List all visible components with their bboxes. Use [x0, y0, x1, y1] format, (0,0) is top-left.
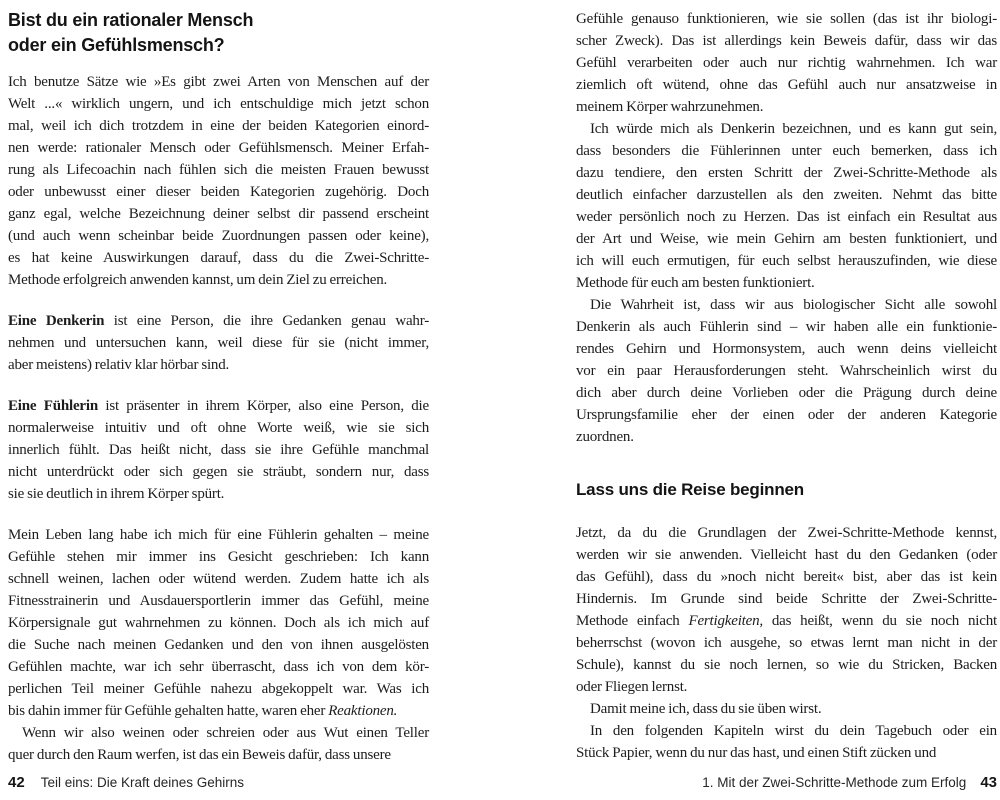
text-line: innerlich fühlt. Das heißt nicht, dass sie ihre Gefühle manchmal [8, 442, 429, 458]
heading-line: Bist du ein rationaler Mensch [8, 10, 254, 30]
text-line: Die Wahrheit ist, dass wir aus biologischer Sicht alle sowohl [590, 297, 997, 313]
text-line: bis dahin immer für Gefühle gehalten hatte, waren eher Reaktionen. [8, 703, 398, 719]
text-line: nehmen und untersuchen kann, weil diese für sie (nicht immer, [8, 335, 429, 351]
text-line: beherrschst (wovon ich ausgehe, so etwas lernt man nicht in der [576, 635, 997, 651]
paragraph [8, 310, 429, 376]
text-line: Damit meine ich, dass du sie üben wirst. [590, 701, 822, 717]
text-line: Jetzt, da du die Grundlagen der Zwei-Schritte-Methode kennst, [576, 525, 997, 541]
left-page-body [8, 8, 429, 766]
paragraph [576, 8, 997, 118]
text-line: Gefühle stehen mir immer ins Gesicht geschrieben: Ich kann [8, 549, 429, 565]
heading-line: oder ein Gefühlsmensch? [8, 35, 225, 55]
running-title: Teil eins: Die Kraft deines Gehirns [40, 775, 245, 790]
right-page [576, 8, 997, 792]
text-line: dass besonders die Fühlerinnen unter euch bemerken, dass ich [576, 143, 997, 159]
text-line: Stück Papier, wenn du nur das hast, und einen Stift zücken und [576, 745, 937, 761]
text-line: aber meistens) relativ klar hörbar sind. [8, 357, 230, 373]
paragraph [576, 522, 997, 698]
text-line: scher Zweck). Das ist allerdings kein Beweis dafür, dass wir das [576, 33, 997, 49]
page-number: 43 [980, 774, 997, 791]
text-line: ziemlich oft wütend, ohne das Gefühl auch nur ansatzweise in [576, 77, 997, 93]
text-line: Gefühl verarbeiten oder auch nur richtig wahrnehmen. Ich war [576, 55, 997, 71]
text-line: nicht unterdrückt oder sich gegen sie sträubt, sondern nur, dass [8, 464, 429, 480]
text-line: Schule), kannst du sie noch lernen, so wie du Stricken, Backen [576, 657, 997, 673]
text-line: nen werde: rationaler Mensch oder Gefühlsmensch. Meiner Erfah- [8, 140, 429, 156]
text-line: mal, weil ich dich trotzdem in eine der beiden Kategorien einord- [8, 118, 429, 134]
paragraph [8, 524, 429, 722]
paragraph [8, 395, 429, 505]
text-line: Hindernis. Im Grunde sind beide Schritte der Zwei-Schritte- [576, 591, 997, 607]
text-line: deutlich einfacher darzustellen als den zweiten. Nehmt das bitte [576, 187, 997, 203]
text-line: vor ein paar Herausforderungen steht. Wahrscheinlich wirst du [576, 363, 997, 379]
paragraph [576, 698, 997, 720]
heading [8, 8, 429, 58]
right-page-body [576, 8, 997, 764]
paragraph [576, 294, 997, 448]
text-line: meinem Körper wahrzunehmen. [576, 99, 764, 115]
italic-text: Fertigkeiten, [688, 613, 763, 629]
text-line: weder persönlich noch zu Herzen. Das ist einfach ein Resultat aus [576, 209, 997, 225]
text-line: Mein Leben lang habe ich mich für eine Fühlerin gehalten – meine [8, 527, 429, 543]
text-line: perlichen Teil meiner Gefühle nahezu abgekoppelt war. Was ich [8, 681, 429, 697]
text-line: Eine Denkerin ist eine Person, die ihre Gedanken genau wahr- [8, 313, 429, 329]
running-title: 1. Mit der Zwei-Schritte-Methode zum Erfolg [702, 775, 967, 790]
right-footer [576, 774, 997, 792]
text-line: Denkerin als auch Fühlerin sind – wir haben alle ein funktionie- [576, 319, 997, 335]
text-line: Fitnesstrainerin und Ausdauersportlerin immer das Gefühl, meine [8, 593, 429, 609]
text-line: Methode erfolgreich anwenden kannst, um dein Ziel zu erreichen. [8, 272, 388, 288]
text-line: Ich würde mich als Denkerin bezeichnen, und es kann gut sein, [590, 121, 997, 137]
text-line: Ursprungsfamilie eher der einen oder der anderen Kategorie [576, 407, 997, 423]
text-line: Methode einfach Fertigkeiten, das heißt, wenn du sie noch nicht [576, 613, 997, 629]
text-line: Eine Fühlerin ist präsenter in ihrem Körper, also eine Person, die [8, 398, 429, 414]
left-page [8, 8, 429, 792]
text-line: Ich benutze Sätze wie »Es gibt zwei Arten von Menschen auf der [8, 74, 429, 90]
bold-text: Eine Denkerin [8, 313, 105, 329]
text-line: Wenn wir also weinen oder schreien oder aus Wut einen Teller [22, 725, 429, 741]
text-line: (und auch wenn scheinbar beide Zuordnungen passen oder keine), [8, 228, 429, 244]
text-line: zuordnen. [576, 429, 634, 445]
text-line: oder Fliegen lernst. [576, 679, 688, 695]
text-line: Gefühle genauso funktionieren, wie sie sollen (das ist ihr biologi- [576, 11, 997, 27]
text-line: quer durch den Raum werfen, ist das ein Beweis dafür, dass unsere [8, 747, 391, 763]
paragraph [8, 71, 429, 291]
text-line: die Suche nach meinen Gedanken und den von ihnen ausgelösten [8, 637, 429, 653]
text-line: normalerweise intuitiv und oft ohne Worte weiß, wie sie sich [8, 420, 429, 436]
text-line: dich aber durch deine Vorlieben oder die Prägung durch deine [576, 385, 997, 401]
text-line: das Gefühl), dass du »noch nicht bereit« bist, aber das ist kein [576, 569, 997, 585]
italic-text: Reaktionen. [328, 703, 398, 719]
bold-text: Eine Fühlerin [8, 398, 98, 414]
text-line: sie sie deutlich in ihrem Körper spürt. [8, 486, 225, 502]
text-line: oder unbewusst einer dieser beiden Kategorien zugehörig. Doch [8, 184, 429, 200]
paragraph [8, 722, 429, 766]
text-line: Methode für euch am besten funktioniert. [576, 275, 815, 291]
text-line: der Art und Weise, wie mein Gehirn am besten funktioniert, und [576, 231, 997, 247]
paragraph [576, 720, 997, 764]
text-line: rung als Lifecoachin nach fühlen sich die meisten Frauen bewusst [8, 162, 429, 178]
text-line: rendes Gehirn und Hormonsystem, auch wenn deins vielleicht [576, 341, 997, 357]
text-line: werden wir sie anwenden. Vielleicht hast du den Gedanken (oder [576, 547, 997, 563]
text-line: es hat keine Auswirkungen darauf, dass du die Zwei-Schritte- [8, 250, 429, 266]
left-footer [8, 774, 429, 792]
text-line: ganz egal, welche Bezeichnung deiner selbst dir passend erscheint [8, 206, 429, 222]
text-line: Welt ...« wirklich ungern, und ich entschuldige mich jetzt schon [8, 96, 429, 112]
text-line: In den folgenden Kapiteln wirst du dein Tagebuch oder ein [590, 723, 997, 739]
text-line: dazu tendiere, den ersten Schritt der Zwei-Schritte-Methode als [576, 165, 997, 181]
text-line: Körpersignale gut wahrnehmen zu können. Doch als ich mich auf [8, 615, 429, 631]
subheading [576, 478, 997, 502]
text-line: schnell weinen, lachen oder wütend werden. Zudem hatte ich als [8, 571, 429, 587]
text-line: ich will euch ermutigen, für euch selbst herauszufinden, wie diese [576, 253, 997, 269]
paragraph [576, 118, 997, 294]
page-number: 42 [8, 774, 25, 791]
text-line: Gefühlen machte, war ich sehr überrascht, dass ich von dem kör- [8, 659, 429, 675]
subheading-line: Lass uns die Reise beginnen [576, 480, 804, 499]
